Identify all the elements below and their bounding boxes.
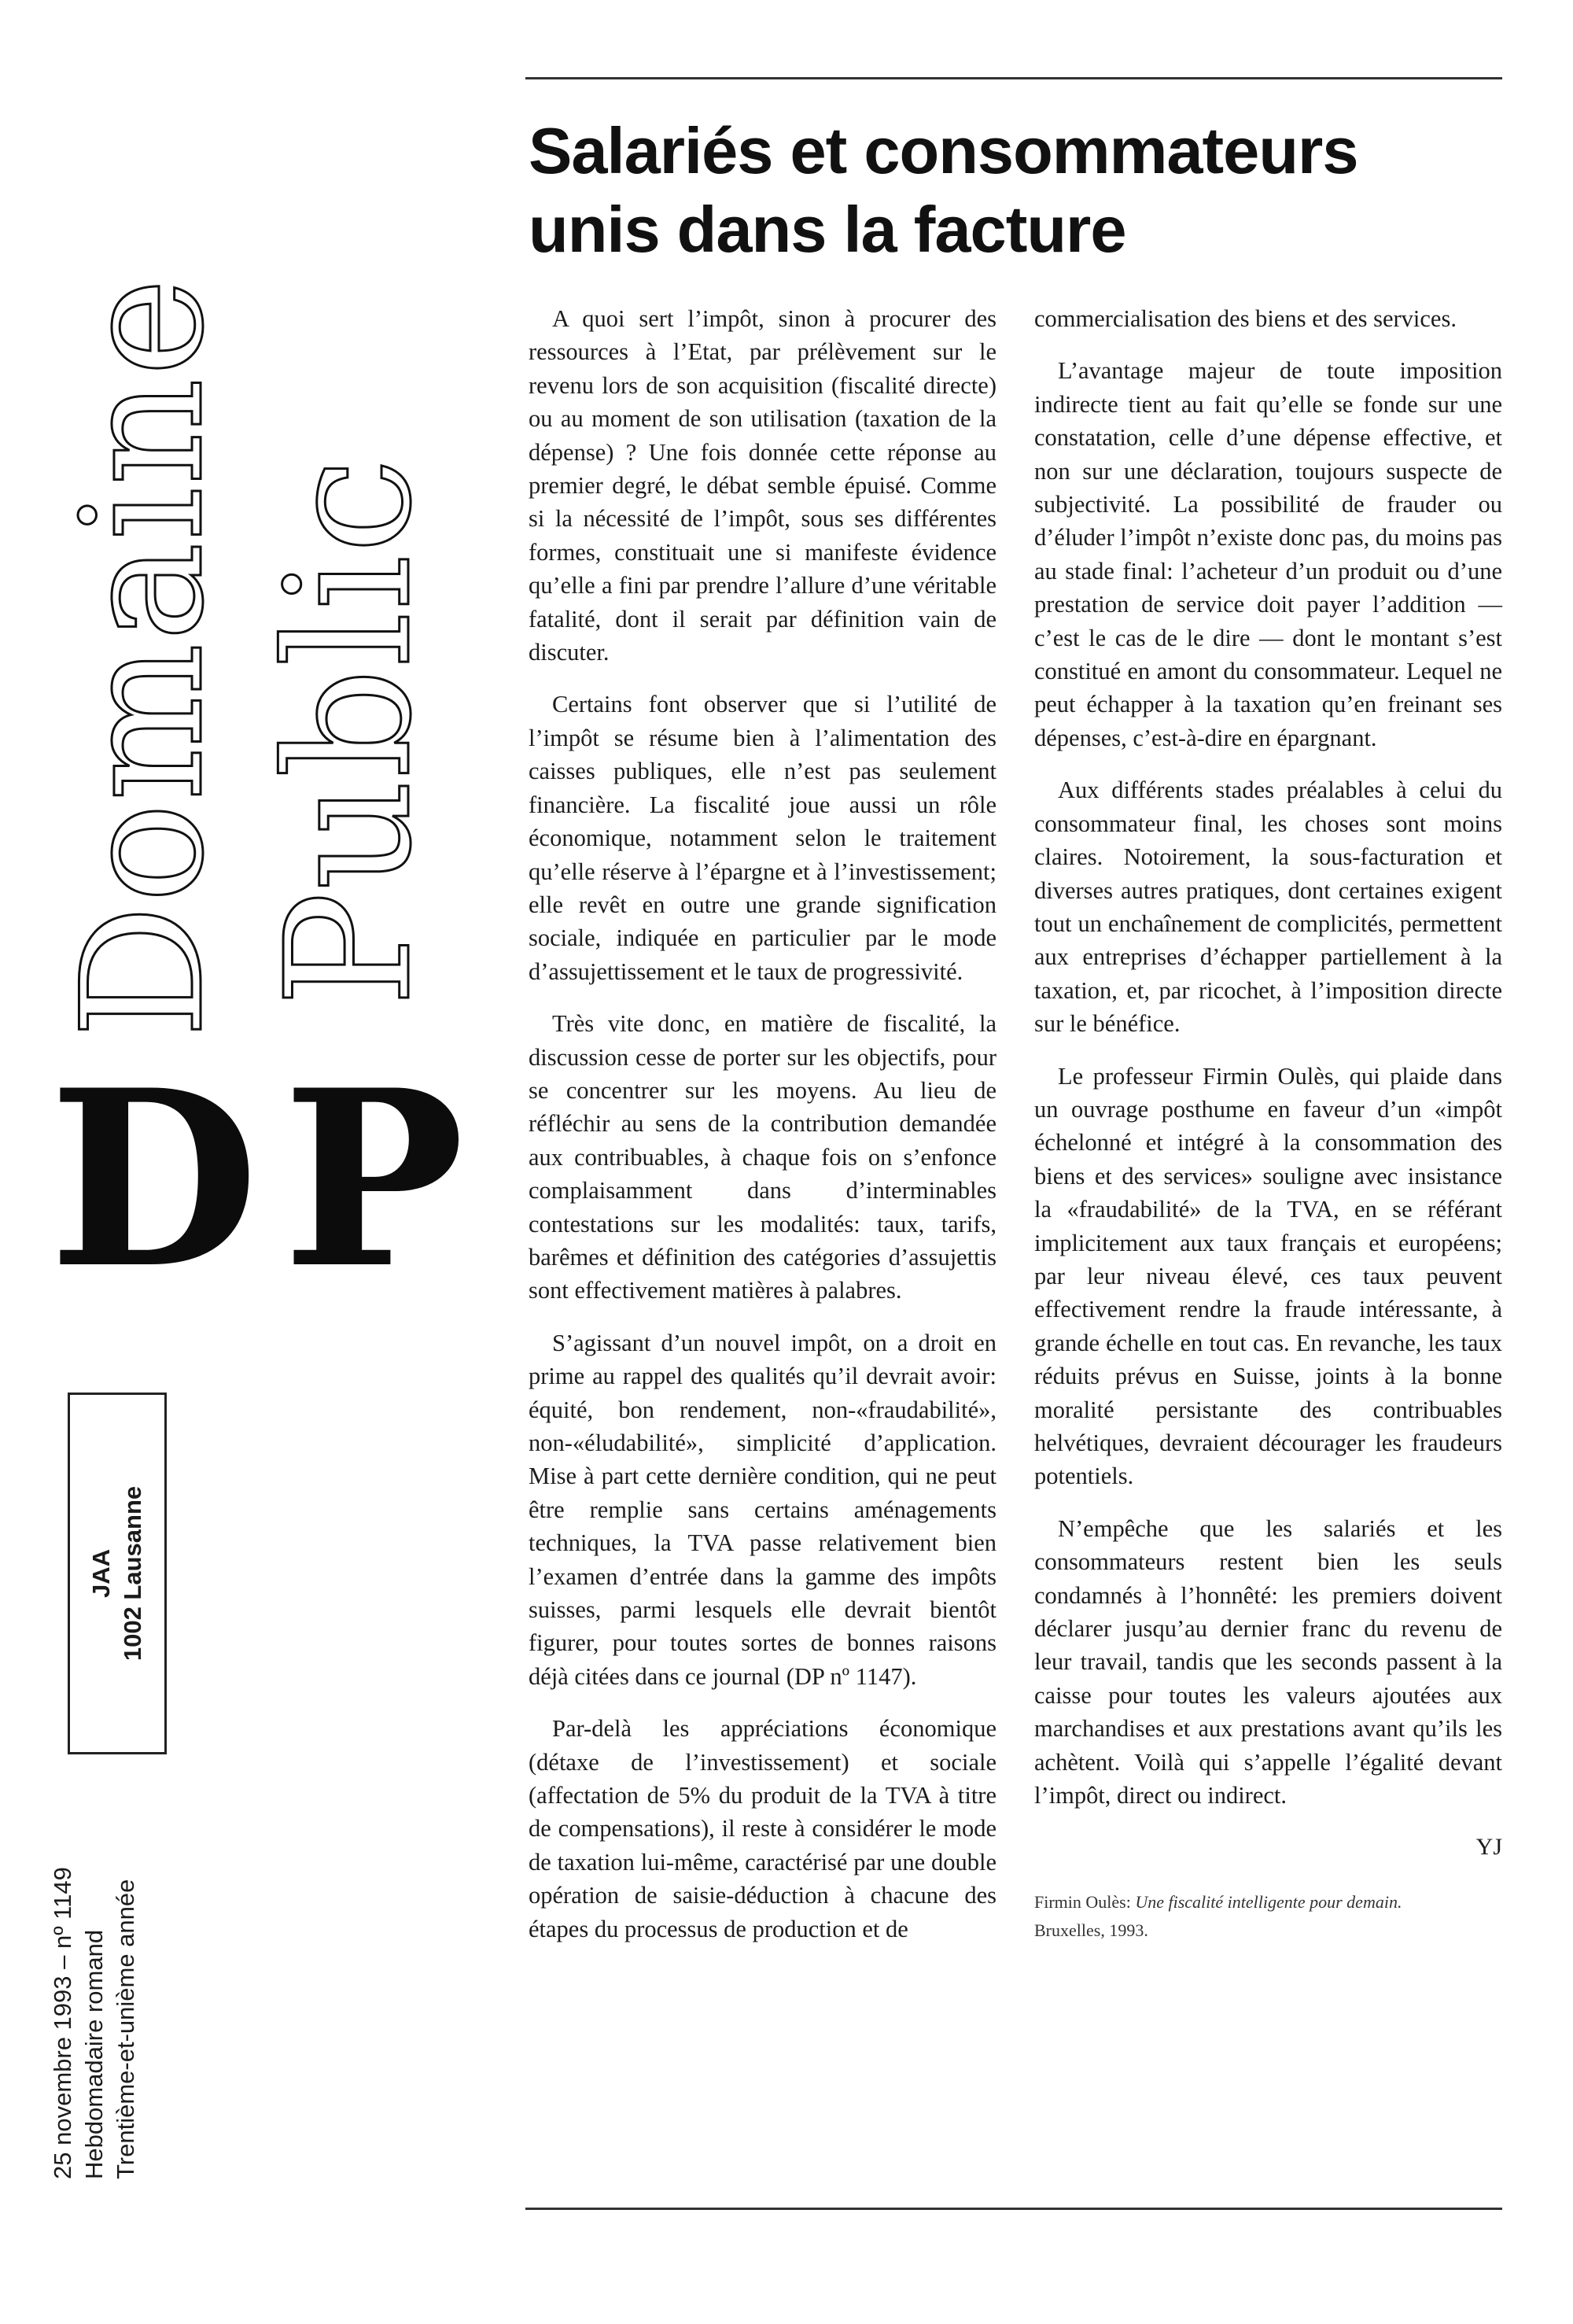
mail-box-line2: 1002 Lausanne — [119, 1485, 146, 1662]
paragraph: N’empêche que les salariés et les consommateurs restent bien les seuls condamnés à l’honnêté: les premiers doivent déclarer jusqu’au dernier franc du revenu de leur travail, tandis que les seconds passent à la caisse pour toutes les valeurs ajoutées aux marchandises et aux prestations avant qu’ils les achètent. Voilà qui s’appelle l’égalité devant l’impôt, direct ou indirect. — [1034, 1514, 1502, 1809]
top-rule — [525, 77, 1502, 79]
paragraph: L’avantage majeur de toute imposition indirecte tient au fait qu’elle se fonde sur une constatation, celle d’une dépense effective, et non sur une déclaration, toujours suspecte de subjectivité. La possibilité de frauder ou d’éluder l’impôt n’existe donc pas, du moins pas au stade final: l’acheteur d’un produit ou d’une prestation de service doit payer l’addition — c’est le cas de le dire — dont le montant s’est constitué en amont du consommateur. Lequel ne peut échapper à la taxation qu’en freinant ses dépenses, c’est-à-dire en épargnant. — [1034, 357, 1502, 751]
masthead-domaine: Domaine — [46, 276, 240, 1038]
article-title — [529, 112, 1472, 269]
footnote-work: Une fiscalité intelligente pour demain. — [1135, 1891, 1402, 1912]
paragraph: Certains font observer que si l’utilité de l’impôt se résume bien à l’alimentation des caisses publiques, elle n’est pas seulement financière. La fiscalité joue aussi un rôle économique, notamment selon le traitement qu’elle réserve à l’épargne et à l’investissement; elle revêt en outre une grande signification sociale, indiquée en particulier par le mode d’assujettissement et le taux de progressivité. — [529, 691, 996, 985]
paragraph: S’agissant d’un nouvel impôt, on a droit en prime au rappel des qualités qu’il devrait avoir: équité, bon rendement, non-«fraudabilité», non-«éludabilité», simplicité d’application. Mise à part cette dernière condition, qui ne peut être remplie sans certains aménagements techniques, la TVA passe relativement bien l’examen d’entrée dans la gamme des impôts suisses, parmi lesquels elle devrait bientôt figurer, pour toutes sortes de bonnes raisons déjà citées dans ce journal (DP nº 1147). — [529, 1329, 996, 1690]
footnote-author: Firmin Oulès: — [1034, 1891, 1136, 1912]
issue-info — [47, 1867, 142, 2179]
article-column-left — [529, 302, 996, 1964]
masthead-initials: DP — [49, 1037, 488, 1322]
paragraph: Aux différents stades préalables à celui du consommateur final, les choses sont moins claires. Notoirement, la sous-facturation et diverses autres pratiques, dont certaines exigent tout un enchaînement de complicités, permettent aux entreprises d’échapper partiellement à la taxation, et, par ricochet, à l’imposition directe sur le bénéfice. — [1034, 777, 1502, 1038]
mail-box-line1: JAA — [87, 1548, 115, 1599]
title-line1: Salariés et consommateurs — [529, 114, 1358, 187]
issue-frequency: Hebdomadaire romand — [80, 1929, 108, 2179]
issue-date: 25 novembre 1993 – nº 1149 — [49, 1867, 76, 2179]
title-line2: unis dans la facture — [529, 193, 1126, 266]
paragraph: Par-delà les appréciations économique (détaxe de l’investissement) et sociale (affectation de 5% du produit de la TVA à titre de compensations), il reste à considérer le mode de taxation lui-même, caractérisé par une double opération de saisie-déduction à chacune des étapes du processus de production et de — [529, 1715, 996, 1942]
paragraph: A quoi sert l’impôt, sinon à procurer des ressources à l’Etat, par prélèvement sur le revenu lors de son acquisition (fiscalité directe) ou au moment de son utilisation (taxation de la dépense) ? Une fois donnée cette réponse au premier degré, le débat semble épuisé. Comme si la nécessité de l’impôt, sous ses différentes formes, constituait une si manifeste évidence qu’elle a fini par prendre l’allure d’une véritable fatalité, dont il serait par définition vain de discuter. — [529, 305, 996, 666]
author-signature: YJ — [1475, 1834, 1502, 1861]
article-column-right — [1034, 302, 1502, 1945]
bottom-rule — [525, 2208, 1502, 2210]
paragraph-continuation: commercialisation des biens et des services. — [1034, 305, 1457, 332]
masthead-public: Public — [250, 456, 449, 1007]
paragraph: Le professeur Firmin Oulès, qui plaide dans un ouvrage posthume en faveur d’un «impôt échelonné et intégré à la consommation des biens et des services» souligne avec insistance la «fraudabilité» de la TVA, en se référant implicitement aux taux français et européens; par leur niveau élevé, ces taux peuvent effectivement rendre la fraude intéressante, à grande échelle en tout cas. En revanche, les taux réduits prévus en Suisse, joints à la bonne moralité persistante des contribuables helvétiques, devraient décourager les fraudeurs potentiels. — [1034, 1062, 1502, 1490]
paragraph: Très vite donc, en matière de fiscalité, la discussion cesse de porter sur les objectifs, pour se concentrer sur les moyens. Au lieu de réfléchir au sens de la contribution demandée aux contribuables, à chaque fois on s’enfonce complaisamment dans d’interminables contestations sur les modalités: taux, tarifs, barêmes et définition des catégories d’assujettis sont effectivement matières à palabres. — [529, 1010, 996, 1304]
footnote-place: Bruxelles, 1993. — [1034, 1920, 1148, 1940]
issue-year: Trentième-et-unième année — [112, 1879, 139, 2179]
mail-box — [68, 1393, 167, 1754]
footnote — [1034, 1888, 1502, 1945]
